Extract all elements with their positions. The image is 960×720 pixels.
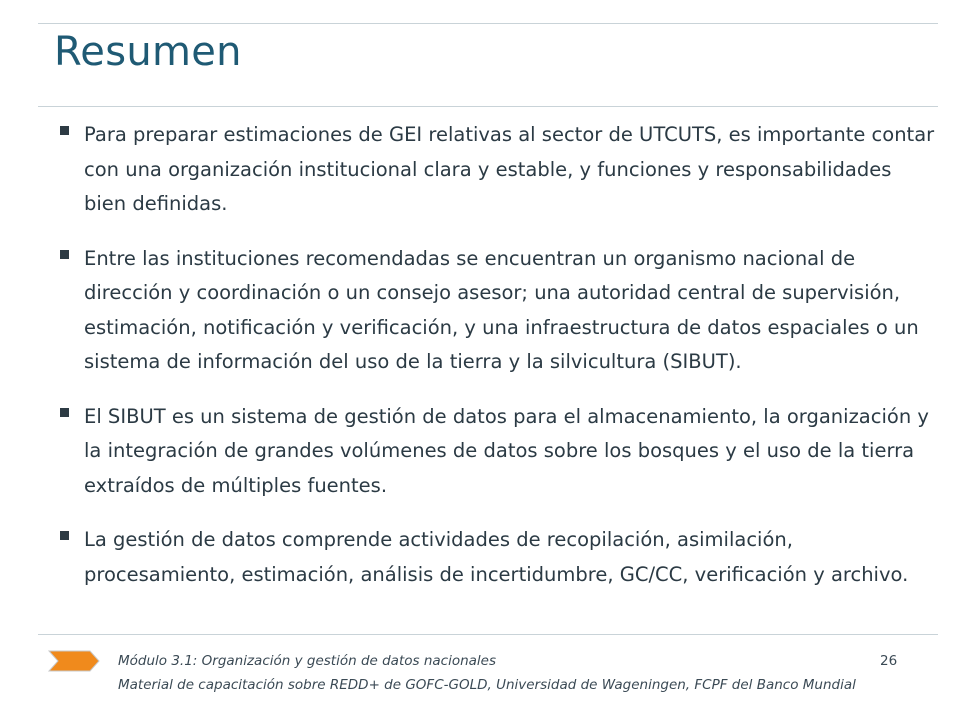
bullet-item bbox=[58, 118, 938, 222]
bullet-text: El SIBUT es un sistema de gestión de datos para el almacenamiento, la organización y la integración de grandes volúmenes de datos sobre los bosques y el uso de la tierra extraídos de múltiples fuentes. bbox=[84, 404, 929, 497]
bullet-text: Para preparar estimaciones de GEI relativas al sector de UTCUTS, es importante contar con una organización institucional clara y estable, y funciones y responsabilidades bien definidas. bbox=[84, 123, 935, 215]
square-bullet-icon bbox=[60, 408, 69, 417]
bullet-list bbox=[58, 118, 938, 612]
square-bullet-icon bbox=[60, 126, 69, 135]
square-bullet-icon bbox=[60, 531, 69, 540]
bullet-item bbox=[58, 523, 938, 592]
title-divider bbox=[38, 106, 938, 107]
bullet-item bbox=[58, 400, 938, 504]
square-bullet-icon bbox=[60, 250, 69, 259]
footer-divider bbox=[38, 634, 938, 635]
arrow-icon bbox=[48, 648, 100, 674]
bullet-text: La gestión de datos comprende actividades de recopilación, asimilación, procesamiento, estimación, análisis de incertidumbre, GC/CC, verificación y archivo. bbox=[84, 528, 909, 586]
footer-credit: Material de capacitación sobre REDD+ de GOFC-GOLD, Universidad de Wageningen, FCPF del Banco Mundial bbox=[118, 677, 856, 693]
bullet-item bbox=[58, 242, 938, 380]
bullet-text: Entre las instituciones recomendadas se encuentran un organismo nacional de dirección y coordinación o un consejo asesor; una autoridad central de supervisión, estimación, notificación y verificación, y una infraestructura de datos espaciales o un sistema de información del uso de la tierra y la silvicultura (SIBUT). bbox=[84, 246, 919, 373]
top-divider bbox=[38, 23, 938, 24]
page-number: 26 bbox=[880, 653, 898, 669]
footer-module: Módulo 3.1: Organización y gestión de datos nacionales bbox=[118, 653, 497, 669]
slide-title: Resumen bbox=[54, 29, 242, 75]
